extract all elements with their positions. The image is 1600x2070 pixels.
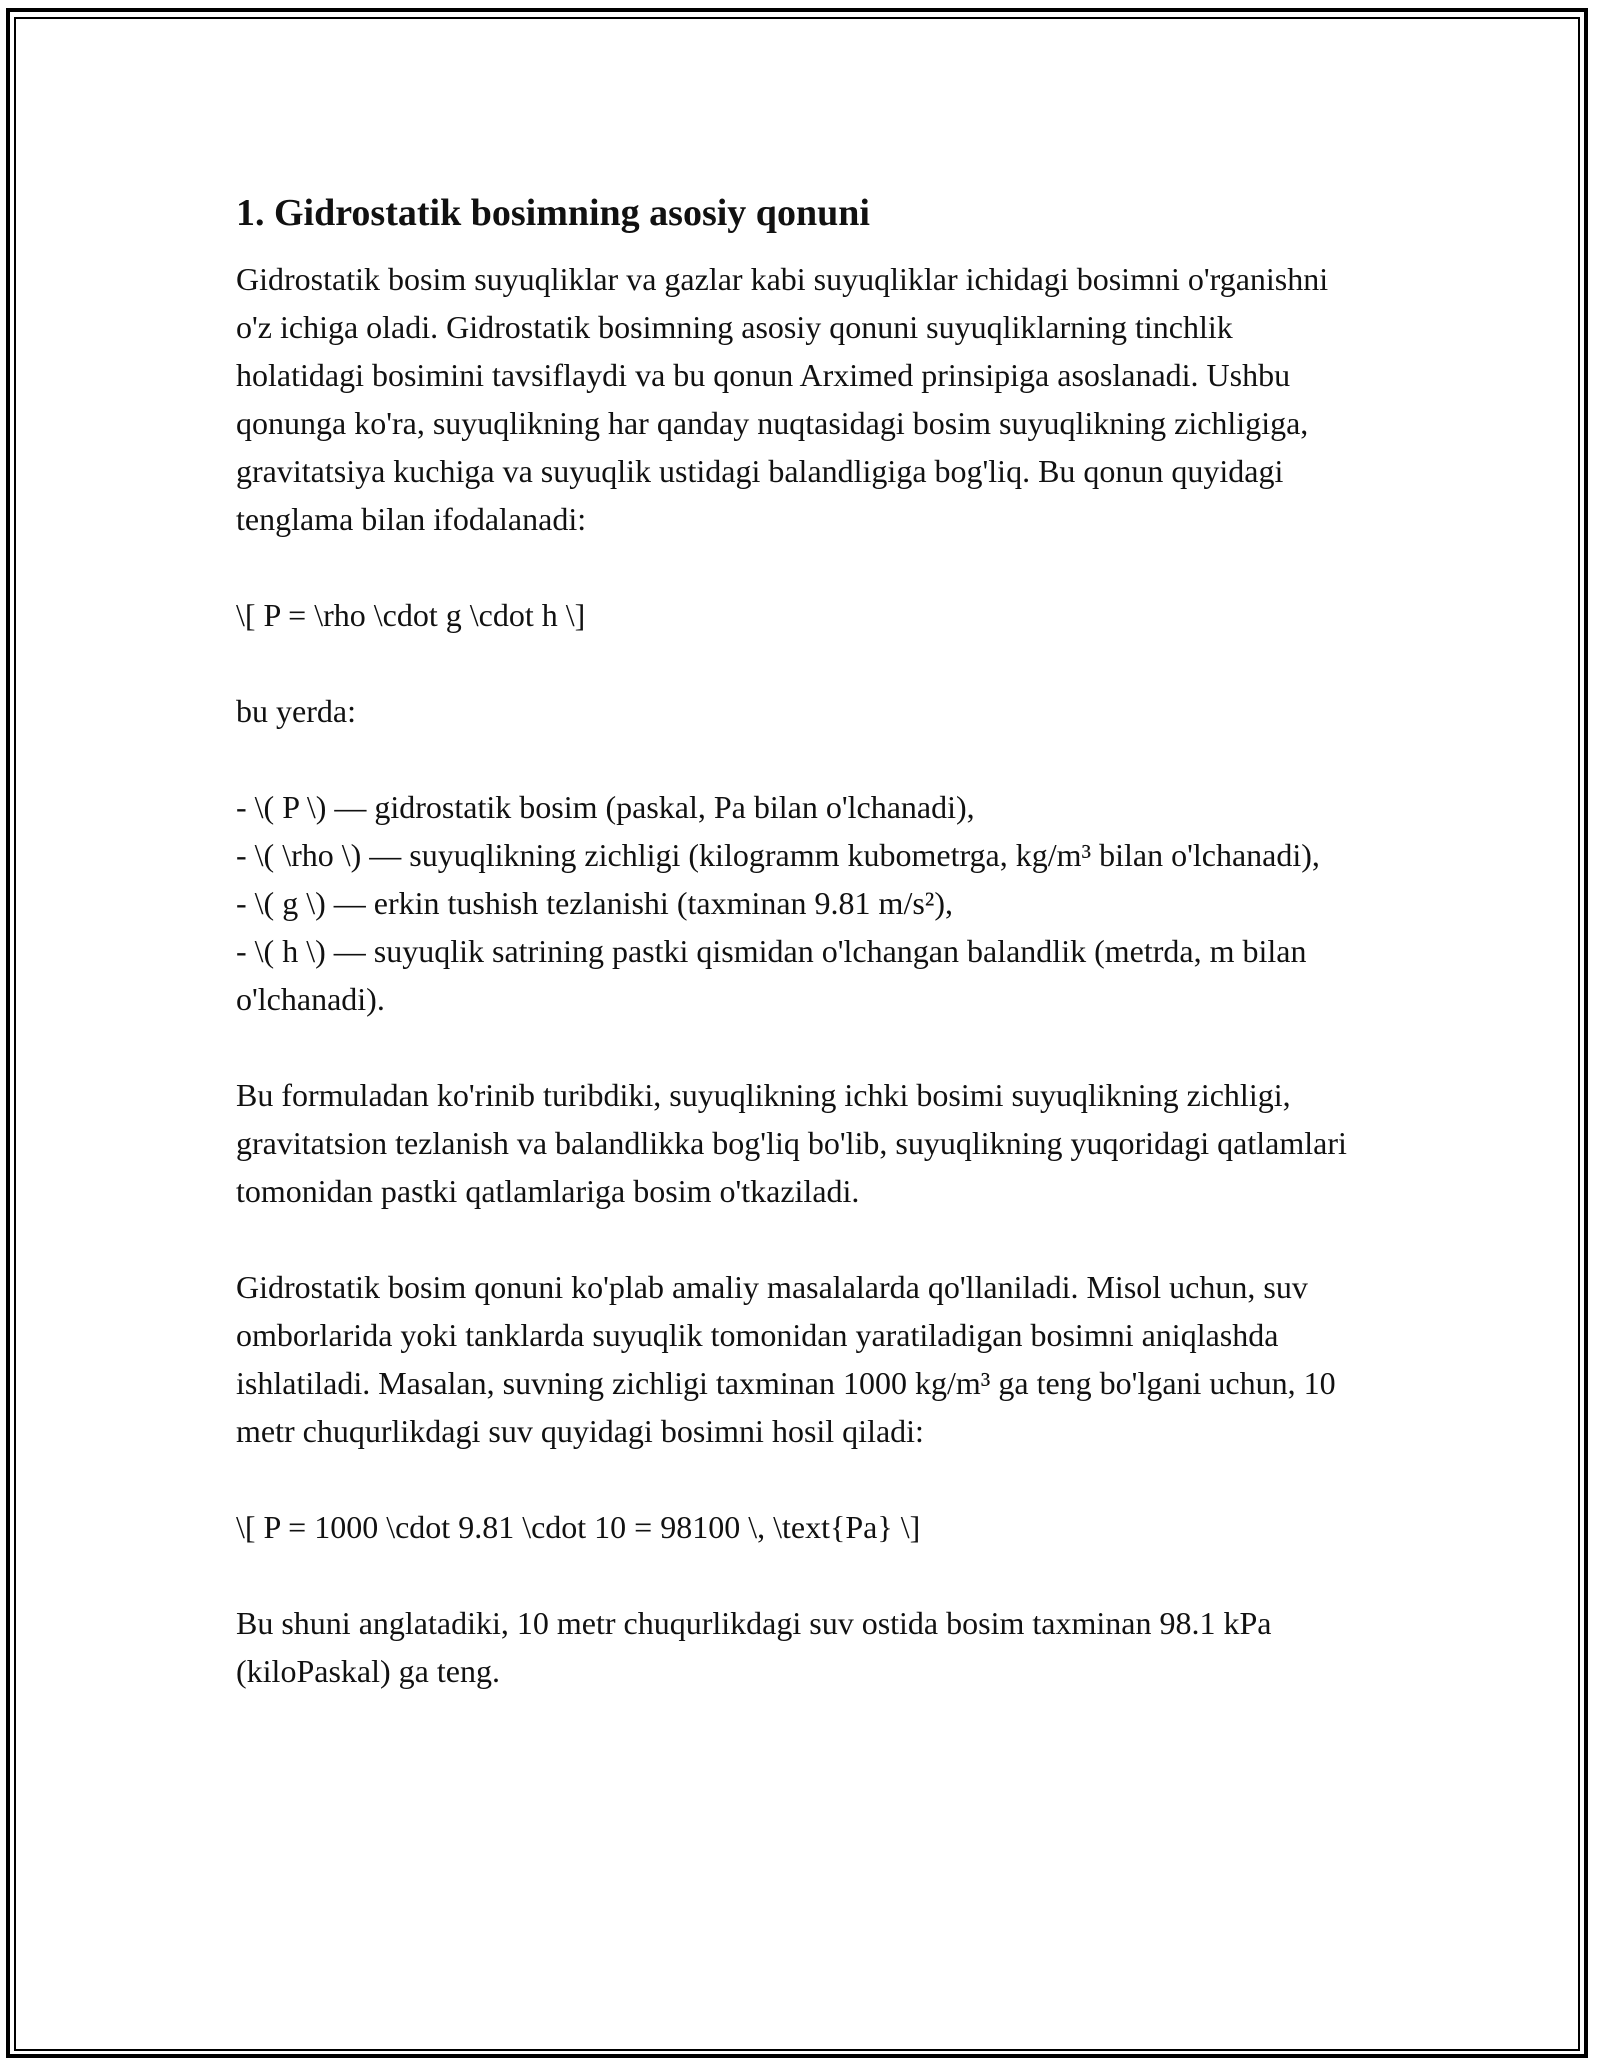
spacer xyxy=(236,1215,1366,1263)
definition-item-g: - \( g \) — erkin tushish tezlanishi (taxminan 9.81 m/s²), xyxy=(236,885,954,921)
definition-list xyxy=(236,783,1366,1023)
conclusion-paragraph: Bu shuni anglatadiki, 10 metr chuqurlikdagi suv ostida bosim taxminan 98.1 kPa (kiloPaskal) ga teng. xyxy=(236,1605,1272,1689)
spacer xyxy=(236,1551,1366,1599)
intro-paragraph: Gidrostatik bosim suyuqliklar va gazlar kabi suyuqliklar ichidagi bosimni o'rganishni o'z ichiga oladi. Gidrostatik bosimning asosiy qonuni suyuqliklarning tinchlik holatidagi bosimini tavsiflaydi va bu qonun Arximed prinsipiga asoslanadi. Ushbu qonunga ko'ra, suyuqlikning har qanday nuqtasidagi bosim suyuqlikning zichligiga, gravitatsiya kuchiga va suyuqlik ustidagi balandligiga bog'liq. Bu qonun quyidagi tenglama bilan ifodalanadi: xyxy=(236,261,1329,537)
explanation-paragraph: Bu formuladan ko'rinib turibdiki, suyuqlikning ichki bosimi suyuqlikning zichligi, gravitatsion tezlanish va balandlikka bog'liq bo'lib, suyuqlikning yuqoridagi qatlamlari tomonidan pastki qatlamlariga bosim o'tkaziladi. xyxy=(236,1077,1347,1209)
formula-example: \[ P = 1000 \cdot 9.81 \cdot 10 = 98100 \, \text{Pa} \] xyxy=(236,1509,921,1545)
section-heading: 1. Gidrostatik bosimning asosiy qonuni xyxy=(236,192,870,234)
spacer xyxy=(236,1455,1366,1503)
spacer xyxy=(236,639,1366,687)
definition-item-rho: - \( \rho \) — suyuqlikning zichligi (kilogramm kubometrga, kg/m³ bilan o'lchanadi), xyxy=(236,837,1320,873)
spacer xyxy=(236,1023,1366,1071)
definition-item-h: - \( h \) — suyuqlik satrining pastki qismidan o'lchangan balandlik (metrda, m bilan o'lchanadi). xyxy=(236,933,1307,1017)
spacer xyxy=(236,735,1366,783)
document-body xyxy=(236,187,1366,1695)
formula-main: \[ P = \rho \cdot g \cdot h \] xyxy=(236,597,586,633)
definition-item-p: - \( P \) — gidrostatik bosim (paskal, Pa bilan o'lchanadi), xyxy=(236,789,975,825)
spacer xyxy=(236,543,1366,591)
where-label: bu yerda: xyxy=(236,693,356,729)
application-paragraph: Gidrostatik bosim qonuni ko'plab amaliy masalalarda qo'llaniladi. Misol uchun, suv omborlarida yoki tanklarda suyuqlik tomonidan yaratiladigan bosimni aniqlashda ishlatiladi. Masalan, suvning zichligi taxminan 1000 kg/m³ ga teng bo'lgani uchun, 10 metr chuqurlikdagi suv quyidagi bosimni hosil qiladi: xyxy=(236,1269,1336,1449)
